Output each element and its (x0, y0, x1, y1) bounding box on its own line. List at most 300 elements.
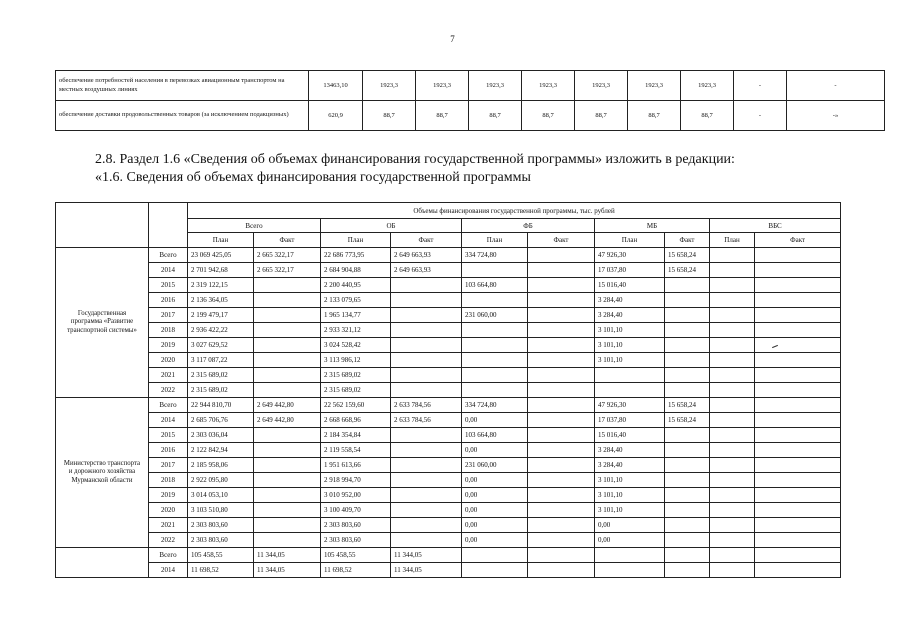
value-cell: 0,00 (462, 413, 528, 428)
value-cell (528, 248, 595, 263)
value-cell: 13463,10 (309, 71, 363, 101)
table-row (56, 323, 841, 338)
value-cell: 2 199 479,17 (188, 308, 254, 323)
value-cell (665, 533, 710, 548)
header-blank-year (149, 203, 188, 248)
value-cell (755, 368, 841, 383)
value-cell: 2 119 558,54 (321, 443, 391, 458)
value-cell: 11 344,05 (391, 548, 462, 563)
row-label: 2021 (149, 368, 188, 383)
row-label: 2014 (149, 563, 188, 578)
value-cell: 17 037,80 (595, 413, 665, 428)
value-cell: 1923,3 (628, 71, 681, 101)
value-cell (710, 458, 755, 473)
header-plan: План (710, 233, 755, 248)
value-cell: 3 103 510,80 (188, 503, 254, 518)
value-cell (665, 368, 710, 383)
value-cell: 88,7 (363, 101, 416, 131)
value-cell (595, 383, 665, 398)
value-cell: 3 101,10 (595, 473, 665, 488)
value-cell: 3 117 087,22 (188, 353, 254, 368)
value-cell (755, 473, 841, 488)
value-cell (755, 398, 841, 413)
row-label: 2020 (149, 353, 188, 368)
value-cell (254, 368, 321, 383)
value-cell (391, 323, 462, 338)
value-cell: 3 101,10 (595, 353, 665, 368)
value-cell (665, 338, 710, 353)
value-cell: 11 698,52 (188, 563, 254, 578)
value-cell: 2 701 942,68 (188, 263, 254, 278)
value-cell: 22 686 773,95 (321, 248, 391, 263)
value-cell (528, 353, 595, 368)
value-cell: 3 010 952,00 (321, 488, 391, 503)
value-cell: 2 303 803,60 (321, 518, 391, 533)
value-cell (462, 383, 528, 398)
value-cell: 2 665 322,17 (254, 263, 321, 278)
page-number: 7 (450, 34, 455, 44)
value-cell: 1923,3 (575, 71, 628, 101)
row-label: 2014 (149, 263, 188, 278)
value-cell (391, 293, 462, 308)
value-cell (595, 563, 665, 578)
value-cell: 2 936 422,22 (188, 323, 254, 338)
entity-name (56, 548, 149, 578)
value-cell (254, 338, 321, 353)
header-group-ob: ОБ (321, 219, 462, 233)
value-cell (254, 488, 321, 503)
value-cell (391, 353, 462, 368)
value-cell: 1923,3 (416, 71, 469, 101)
value-cell: 2 633 784,56 (391, 413, 462, 428)
value-cell (755, 488, 841, 503)
value-cell (462, 293, 528, 308)
value-cell: 88,7 (628, 101, 681, 131)
value-cell (528, 278, 595, 293)
value-cell (755, 503, 841, 518)
value-cell: 2 649 663,93 (391, 263, 462, 278)
value-cell: 2 185 958,06 (188, 458, 254, 473)
value-cell: 2 922 095,80 (188, 473, 254, 488)
row-label: 2014 (149, 413, 188, 428)
table-row (56, 413, 841, 428)
value-cell (528, 488, 595, 503)
value-cell (254, 278, 321, 293)
table-row (56, 248, 841, 263)
value-cell: 2 136 364,05 (188, 293, 254, 308)
value-cell (710, 443, 755, 458)
table-row (56, 488, 841, 503)
value-cell (391, 443, 462, 458)
table-row (56, 101, 885, 131)
value-cell (391, 308, 462, 323)
value-cell (665, 518, 710, 533)
value-cell: 2 184 354,84 (321, 428, 391, 443)
value-cell (710, 473, 755, 488)
value-cell (665, 278, 710, 293)
row-label: 2020 (149, 503, 188, 518)
value-cell: 1 965 134,77 (321, 308, 391, 323)
value-cell (710, 338, 755, 353)
value-cell (391, 338, 462, 353)
value-cell (391, 368, 462, 383)
row-label: 2018 (149, 323, 188, 338)
value-cell (755, 248, 841, 263)
value-cell: 2 665 322,17 (254, 248, 321, 263)
value-cell: 3 284,40 (595, 293, 665, 308)
value-cell (462, 548, 528, 563)
value-cell: 2 315 689,02 (188, 383, 254, 398)
value-cell (595, 368, 665, 383)
value-cell: 2 319 122,15 (188, 278, 254, 293)
measure-description: обеспечение доставки продовольственных товаров (за исключением подакцизных) (56, 101, 309, 131)
value-cell (755, 428, 841, 443)
table-row (56, 71, 885, 101)
value-cell: 103 664,80 (462, 278, 528, 293)
header-group-fb: ФБ (462, 219, 595, 233)
table-row (56, 353, 841, 368)
value-cell: 47 926,30 (595, 248, 665, 263)
value-cell (462, 563, 528, 578)
section-subheading: «1.6. Сведения об объемах финансирования государственной программы (95, 170, 531, 185)
value-cell: 23 069 425,05 (188, 248, 254, 263)
value-cell (665, 548, 710, 563)
row-label: 2022 (149, 383, 188, 398)
value-cell (528, 503, 595, 518)
value-cell (391, 518, 462, 533)
value-cell (755, 338, 841, 353)
table-row (56, 428, 841, 443)
value-cell: 2 315 689,02 (188, 368, 254, 383)
header-group-total: Всего (188, 219, 321, 233)
value-cell: 22 562 159,60 (321, 398, 391, 413)
value-cell (755, 563, 841, 578)
value-cell: 0,00 (462, 533, 528, 548)
value-cell (710, 563, 755, 578)
value-cell (462, 323, 528, 338)
value-cell (710, 398, 755, 413)
value-cell: 2 200 440,95 (321, 278, 391, 293)
value-cell (755, 383, 841, 398)
row-label: 2016 (149, 293, 188, 308)
value-cell (528, 263, 595, 278)
header-plan: План (462, 233, 528, 248)
row-label: 2018 (149, 473, 188, 488)
row-label: 2017 (149, 308, 188, 323)
value-cell: 105 458,55 (188, 548, 254, 563)
value-cell (710, 323, 755, 338)
value-cell (665, 353, 710, 368)
entity-name: Государственная программа «Развитие транспортной системы» (56, 248, 149, 398)
value-cell (528, 398, 595, 413)
value-cell: 11 698,52 (321, 563, 391, 578)
value-cell: 11 344,05 (391, 563, 462, 578)
value-cell: 15 016,40 (595, 428, 665, 443)
row-label: 2021 (149, 518, 188, 533)
value-cell: 2 133 079,65 (321, 293, 391, 308)
value-cell (755, 293, 841, 308)
header-group-mb: МБ (595, 219, 710, 233)
value-cell (254, 353, 321, 368)
value-cell: 3 101,10 (595, 338, 665, 353)
value-cell (665, 563, 710, 578)
value-cell: 3 284,40 (595, 443, 665, 458)
value-cell (528, 563, 595, 578)
value-cell (528, 473, 595, 488)
value-cell: 3 014 053,10 (188, 488, 254, 503)
value-cell (710, 368, 755, 383)
table-row (56, 398, 841, 413)
value-cell (254, 293, 321, 308)
value-cell (755, 308, 841, 323)
header-fact: Факт (391, 233, 462, 248)
value-cell: 334 724,80 (462, 398, 528, 413)
value-cell: 1923,3 (363, 71, 416, 101)
value-cell: 11 344,05 (254, 548, 321, 563)
value-cell: 231 060,00 (462, 458, 528, 473)
value-cell: 105 458,55 (321, 548, 391, 563)
table-row (56, 458, 841, 473)
header-fact: Факт (665, 233, 710, 248)
value-cell (391, 428, 462, 443)
value-cell: 2 649 663,93 (391, 248, 462, 263)
value-cell (254, 323, 321, 338)
value-cell (755, 443, 841, 458)
value-cell (665, 383, 710, 398)
value-cell (391, 458, 462, 473)
value-cell: 2 633 784,56 (391, 398, 462, 413)
header-fact: Факт (755, 233, 841, 248)
value-cell: 3 024 528,42 (321, 338, 391, 353)
value-cell: 88,7 (681, 101, 734, 131)
value-cell: 2 685 706,76 (188, 413, 254, 428)
header-fact: Факт (254, 233, 321, 248)
value-cell (665, 428, 710, 443)
value-cell (254, 443, 321, 458)
value-cell: 2 315 689,02 (321, 368, 391, 383)
value-cell (391, 473, 462, 488)
measures-table (55, 70, 885, 131)
value-cell: 1923,3 (469, 71, 522, 101)
value-cell: 0,00 (462, 473, 528, 488)
value-cell (710, 533, 755, 548)
value-cell: - (734, 71, 787, 101)
row-label: Всего (149, 248, 188, 263)
table-row (56, 293, 841, 308)
value-cell (755, 323, 841, 338)
value-cell: 88,7 (416, 101, 469, 131)
value-cell (710, 293, 755, 308)
value-cell: 231 060,00 (462, 308, 528, 323)
value-cell: 15 658,24 (665, 413, 710, 428)
value-cell: 15 658,24 (665, 398, 710, 413)
value-cell: 11 344,05 (254, 563, 321, 578)
value-cell: 0,00 (462, 488, 528, 503)
value-cell (665, 488, 710, 503)
header-group-vbs: ВБС (710, 219, 841, 233)
table-row (56, 563, 841, 578)
value-cell (462, 263, 528, 278)
value-cell (391, 503, 462, 518)
header-plan: План (321, 233, 391, 248)
value-cell (710, 428, 755, 443)
value-cell: 3 027 629,52 (188, 338, 254, 353)
value-cell (665, 323, 710, 338)
value-cell (755, 353, 841, 368)
value-cell: 2 315 689,02 (321, 383, 391, 398)
value-cell: 1 951 613,66 (321, 458, 391, 473)
header-blank-entity (56, 203, 149, 248)
header-plan: План (595, 233, 665, 248)
value-cell (665, 443, 710, 458)
value-cell (528, 293, 595, 308)
value-cell (391, 488, 462, 503)
row-label: 2019 (149, 338, 188, 353)
entity-name: Министерство транспорта и дорожного хозяйства Мурманской области (56, 398, 149, 548)
value-cell: 22 944 810,70 (188, 398, 254, 413)
value-cell (755, 278, 841, 293)
value-cell: 0,00 (595, 518, 665, 533)
value-cell (254, 383, 321, 398)
value-cell: 2 933 321,12 (321, 323, 391, 338)
table-row (56, 548, 841, 563)
value-cell (710, 308, 755, 323)
value-cell: 88,7 (522, 101, 575, 131)
value-cell (755, 458, 841, 473)
value-cell (254, 518, 321, 533)
value-cell: 2 303 803,60 (188, 518, 254, 533)
value-cell: 334 724,80 (462, 248, 528, 263)
table-row (56, 518, 841, 533)
value-cell (528, 368, 595, 383)
value-cell: 0,00 (462, 443, 528, 458)
value-cell (254, 473, 321, 488)
value-cell (710, 488, 755, 503)
row-label: 2015 (149, 428, 188, 443)
value-cell (462, 353, 528, 368)
value-cell: 2 918 994,70 (321, 473, 391, 488)
value-cell: 2 649 442,80 (254, 413, 321, 428)
header-fact: Факт (528, 233, 595, 248)
value-cell (528, 518, 595, 533)
value-cell: 3 101,10 (595, 503, 665, 518)
value-cell: 620,9 (309, 101, 363, 131)
row-label: Всего (149, 548, 188, 563)
table-row (56, 278, 841, 293)
table-row (56, 338, 841, 353)
row-label: 2022 (149, 533, 188, 548)
value-cell (254, 428, 321, 443)
value-cell: 2 668 668,96 (321, 413, 391, 428)
header-financing-volumes: Объемы финансирования государственной программы, тыс. рублей (188, 203, 841, 219)
value-cell (462, 338, 528, 353)
value-cell: 3 101,10 (595, 323, 665, 338)
value-cell (755, 548, 841, 563)
value-cell: - (787, 71, 885, 101)
value-cell: 0,00 (462, 503, 528, 518)
value-cell (254, 503, 321, 518)
value-cell (710, 353, 755, 368)
value-cell (528, 458, 595, 473)
section-heading: 2.8. Раздел 1.6 «Сведения об объемах финансирования государственной программы» изложить в редакции: (95, 152, 735, 167)
value-cell: 2 684 904,88 (321, 263, 391, 278)
value-cell: 3 100 409,70 (321, 503, 391, 518)
value-cell (528, 533, 595, 548)
table-row (56, 308, 841, 323)
value-cell (710, 413, 755, 428)
value-cell (528, 413, 595, 428)
header-plan: План (188, 233, 254, 248)
value-cell (710, 548, 755, 563)
value-cell (665, 473, 710, 488)
value-cell: 2 122 842,94 (188, 443, 254, 458)
table-row (56, 533, 841, 548)
value-cell: 2 303 803,60 (321, 533, 391, 548)
value-cell (254, 458, 321, 473)
value-cell: 15 658,24 (665, 263, 710, 278)
value-cell (755, 518, 841, 533)
value-cell: 47 926,30 (595, 398, 665, 413)
table-row (56, 368, 841, 383)
value-cell (665, 308, 710, 323)
value-cell (755, 263, 841, 278)
row-label: 2017 (149, 458, 188, 473)
value-cell: 15 016,40 (595, 278, 665, 293)
value-cell: 0,00 (462, 518, 528, 533)
value-cell (710, 263, 755, 278)
row-label: 2016 (149, 443, 188, 458)
value-cell (710, 248, 755, 263)
value-cell (528, 548, 595, 563)
value-cell (391, 278, 462, 293)
value-cell: 15 658,24 (665, 248, 710, 263)
value-cell: 3 284,40 (595, 458, 665, 473)
value-cell: -» (787, 101, 885, 131)
value-cell: 3 113 986,12 (321, 353, 391, 368)
value-cell: 2 649 442,80 (254, 398, 321, 413)
row-label: 2015 (149, 278, 188, 293)
value-cell (254, 533, 321, 548)
value-cell (710, 278, 755, 293)
value-cell: 3 284,40 (595, 308, 665, 323)
value-cell (391, 533, 462, 548)
table-row (56, 443, 841, 458)
financing-table (55, 202, 841, 578)
value-cell (462, 368, 528, 383)
value-cell (528, 323, 595, 338)
value-cell (595, 548, 665, 563)
table-row (56, 473, 841, 488)
row-label: Всего (149, 398, 188, 413)
value-cell (528, 338, 595, 353)
value-cell (254, 308, 321, 323)
table-row (56, 383, 841, 398)
value-cell: 0,00 (595, 533, 665, 548)
value-cell: 2 303 803,60 (188, 533, 254, 548)
value-cell (665, 458, 710, 473)
table-row (56, 263, 841, 278)
value-cell: 88,7 (575, 101, 628, 131)
value-cell: 103 664,80 (462, 428, 528, 443)
row-label: 2019 (149, 488, 188, 503)
value-cell (665, 503, 710, 518)
value-cell (528, 383, 595, 398)
value-cell: 17 037,80 (595, 263, 665, 278)
value-cell (665, 293, 710, 308)
measure-description: обеспечение потребностей населения в перевозках авиационным транспортом на местных воздушных линиях (56, 71, 309, 101)
value-cell (528, 308, 595, 323)
value-cell (755, 413, 841, 428)
